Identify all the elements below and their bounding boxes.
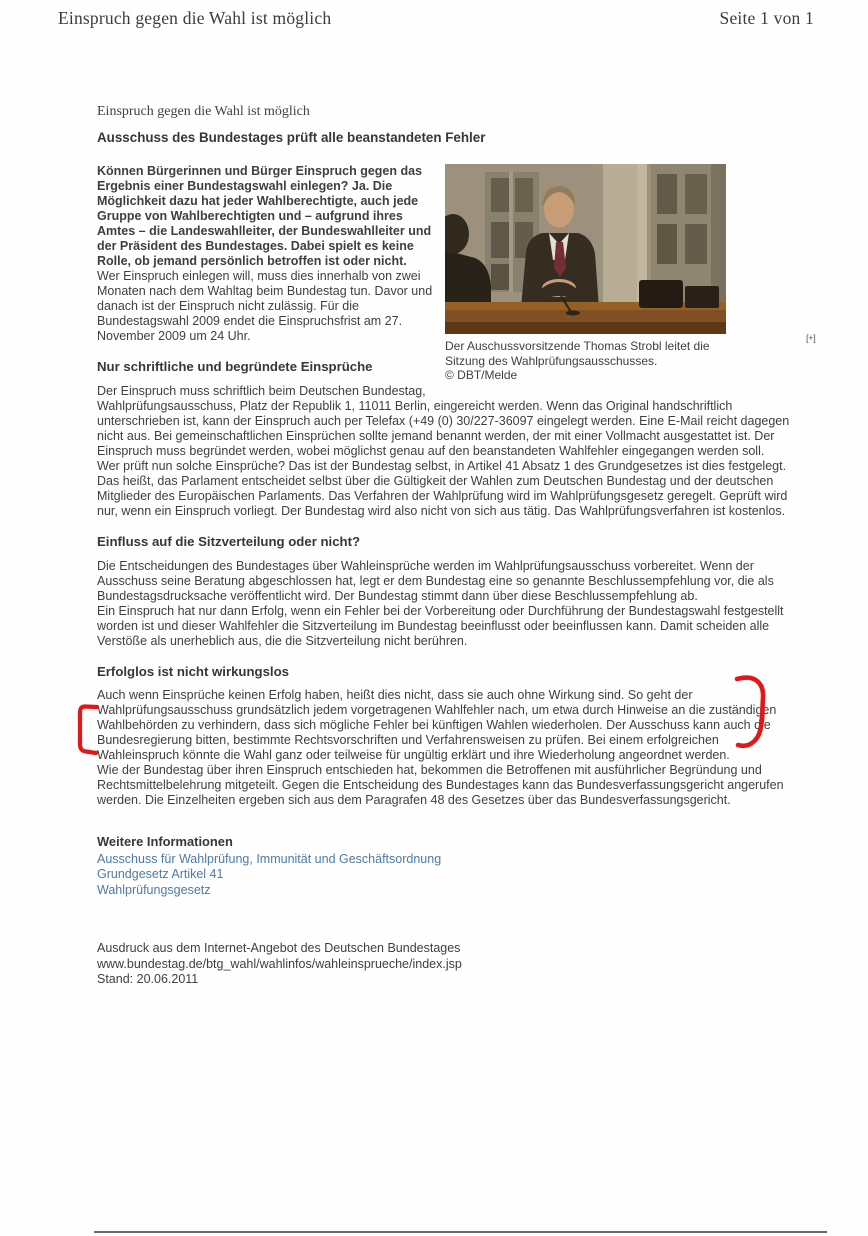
section-paragraph: Auch wenn Einsprüche keinen Erfolg haben, heißt dies nicht, dass sie auch ohne Wirkung sind. So geht der Wahlprüfungsausschuss grundsätzlich jedem vorgetragenen Wahlfehler nach, um etwa durch Hinweise an die zuständigen Wahlbehörden zu verhindern, dass sich mögliche Fehler bei künftigen Wahlen wiederholen. Der Ausschuss kann auch die Bundesregierung bitten, bestimmte Rechtsvorschriften und Verfahrensweisen zu prüfen. Bei einem erfolgreichen Wahleinspruch könnte die Wahl ganz oder teilweise für ungültig erklärt und ihre Wiederholung angeordnet werden. [97,688,777,763]
link-wahlpruefung-committee[interactable]: Ausschuss für Wahlprüfung, Immunität und Geschäftsordnung [97,851,442,866]
print-header-title: Einspruch gegen die Wahl ist möglich [58,8,332,28]
photo-caption: Der Auschussvorsitzende Thomas Strobl leitet die Sitzung des Wahlprüfungsausschusses. [445,338,710,368]
imprint-source-line: Ausdruck aus dem Internet-Angebot des Deutschen Bundestages [97,941,461,955]
print-header-page-number: Seite 1 von 1 [719,8,814,28]
news-photo [445,164,726,334]
link-grundgesetz-artikel-41[interactable]: Grundgesetz Artikel 41 [97,867,224,882]
section-paragraph: Ein Einspruch hat nur dann Erfolg, wenn ein Fehler bei der Vorbereitung oder Durchführung der Bundestagswahl festgestellt worden ist und dieser Wahlfehler die Sitzverteilung im Bundestag beeinflusst oder beeinflussen kann. Damit scheiden alle Verstöße als unerheblich aus, die die Sitzverteilung nicht berühren. [97,603,784,648]
section-paragraph: Wie der Bundestag über ihren Einspruch entschieden hat, bekommen die Betroffenen mit ausführlicher Begründung und Rechtsmittelbelehrung mitgeteilt. Gegen die Entscheidung des Bundestages kann das Bundesverfassungsgericht angerufen werden. Die Einzelheiten ergeben sich aus dem Paragrafen 48 des Gesetzes über das Bundesverfassungsgericht. [97,763,784,808]
imprint-date-line: Stand: 20.06.2011 [97,972,199,986]
imprint [97,941,462,988]
link-wahlpruefungsgesetz[interactable]: Wahlprüfungsgesetz [97,882,211,897]
section-paragraph: Der Einspruch muss schriftlich beim Deutschen Bundestag, Wahlprüfungsausschuss, Platz der Republik 1, 11011 Berlin, eingereicht werden. Wenn das Original handschriftlich unterschrieben ist, kann der Einspruch auch per Telefax (+49 (0) 30/227-36097 eingelegt werden. Eine E-Mail reicht dagegen nicht aus. Bei gemeinschaftlichen Einsprüchen sollte jemand benannt werden, der mit einer Vollmacht ausgestattet ist. Der Einspruch muss begründet werden, wobei möglichst genau auf den beanstandeten Wahlfehler eingegangen werden soll. [97,383,790,458]
section-paragraph: Die Entscheidungen des Bundestages über Wahleinsprüche werden im Wahlprüfungsausschuss vorbereitet. Wenn der Ausschuss seine Beratung abgeschlossen hat, legt er dem Bundestag eine so genannte Beschlussempfehlung vor, die als Bundestagsdrucksache veröffentlicht wird. Der Bundestag stimmt dann über diese Beschlussempfehlung ab. [97,558,774,603]
more-info-heading: Weitere Informationen [97,834,233,850]
print-header [58,8,814,29]
section-paragraph: Wer prüft nun solche Einsprüche? Das ist der Bundestag selbst, in Artikel 41 Absatz 1 des Grundgesetzes ist dies festgelegt. Das heißt, das Parlament entscheidet selbst über die Gültigkeit der Wahlen zum Deutschen Bundestag und der deutschen Mitglieder des Europäischen Parlaments. Das Verfahren der Wahlprüfung wird im Wahlprüfungsgesetz geregelt. Geprüft wird nur, wenn ein Einspruch vorliegt. Der Bundestag wird also nicht von sich aus tätig. Das Wahlprüfungsverfahren ist kostenlos. [97,458,788,518]
more-info-block [97,834,791,898]
lead-paragraph: Können Bürgerinnen und Bürger Einspruch gegen das Ergebnis einer Bundestagswahl einlegen? Ja. Die Möglichkeit dazu hat jeder Wahlberechtigte, auch jede Gruppe von Wahlberechtigten und – aufgrund ihres Amtes – die Landeswahlleiter, der Bundeswahlleiter und der Präsident des Bundestages. Dabei spielt es keine Rolle, ob jemand persönlich betroffen ist oder nicht. [97,163,432,268]
section-heading-written-objections: Nur schriftliche und begründete Einsprüche [97,358,373,374]
imprint-url-line: www.bundestag.de/btg_wahl/wahlinfos/wahleinsprueche/index.jsp [97,956,462,971]
section-heading-not-ineffective: Erfolglos ist nicht wirkungslos [97,663,289,679]
article-kicker: Einspruch gegen die Wahl ist möglich [97,104,310,119]
article-headline: Ausschuss des Bundestages prüft alle beanstandeten Fehler [97,129,486,145]
article [97,104,791,898]
section-heading-seat-distribution: Einfluss auf die Sitzverteilung oder nicht? [97,533,361,549]
photo-expand-marker[interactable]: [+] [806,333,816,344]
intro-paragraph: Wer Einspruch einlegen will, muss dies innerhalb von zwei Monaten nach dem Wahltag beim Bundestag tun. Davor und danach ist der Einspruch nicht zulässig. Für die Bundestagswahl 2009 endet die Einspruchsfrist am 27. November 2009 um 24 Uhr. [97,268,433,343]
photo-figure [445,164,791,383]
photo-credit: © DBT/Melde [445,368,518,383]
scan-artifact-line [94,1231,827,1233]
